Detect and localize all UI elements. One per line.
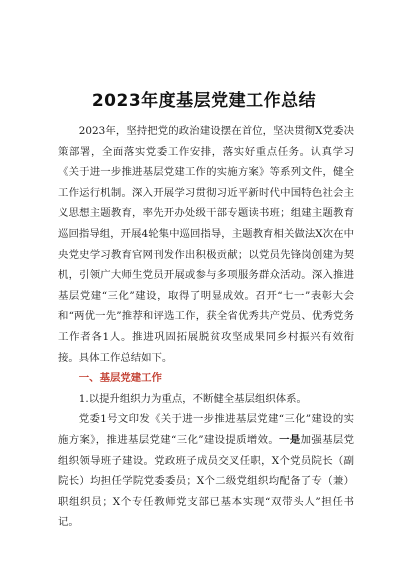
document-title: 2023年度基层党建工作总结 [91, 91, 317, 111]
emphasis-marker: 一是 [279, 433, 301, 446]
document-body [58, 121, 354, 533]
paragraph-text-after: 加强基层党组织领导班子建设。党政班子成员交叉任职，X个党员院长（副院长）均担任学院党委委员；X个二级党组织均配备了专（兼）职组织员；X个专任教师党支部已基本实现“双带头人”担任书记。 [58, 433, 354, 529]
intro-paragraph: 2023年，坚持把党的政治建设摆在首位，坚决贯彻X党委决策部署，全面落实党委工作安排，落实好重点任务。认真学习《关于进一步推进基层党建工作的实施方案》等系列文件，健全工作运行机制。深入开展学习贯彻习近平新时代中国特色社会主义思想主题教育，率先开办处级干部专题读书班；组建主题教育巡回指导组，开展4轮集中巡回指导，主题教育相关做法X次在中央党史学习教育官网刊发作出积极贡献；以党员先锋岗创建为契机，引领广大师生党员开展或参与多项服务群众活动。深入推进基层党建“三化”建设，取得了明显成效。召开“七一”表彰大会和“两优一先”推荐和评选工作，获全省优秀共产党员、优秀党务工作者各1人。推进巩固拓展脱贫攻坚成果同乡村振兴有效衔接。具体工作总结如下。 [58, 125, 354, 364]
subsection-heading: 1.以提升组织力为重点，不断健全基层组织体系。 [78, 392, 307, 405]
section-heading: 一、基层党建工作 [78, 372, 162, 385]
body-paragraph [58, 409, 354, 533]
paragraph-text-before: 党委1号文印发《关于进一步推进基层党建“三化”建设的实施方案》，推进基层党建“三化”建设提质增效。 [58, 413, 354, 446]
